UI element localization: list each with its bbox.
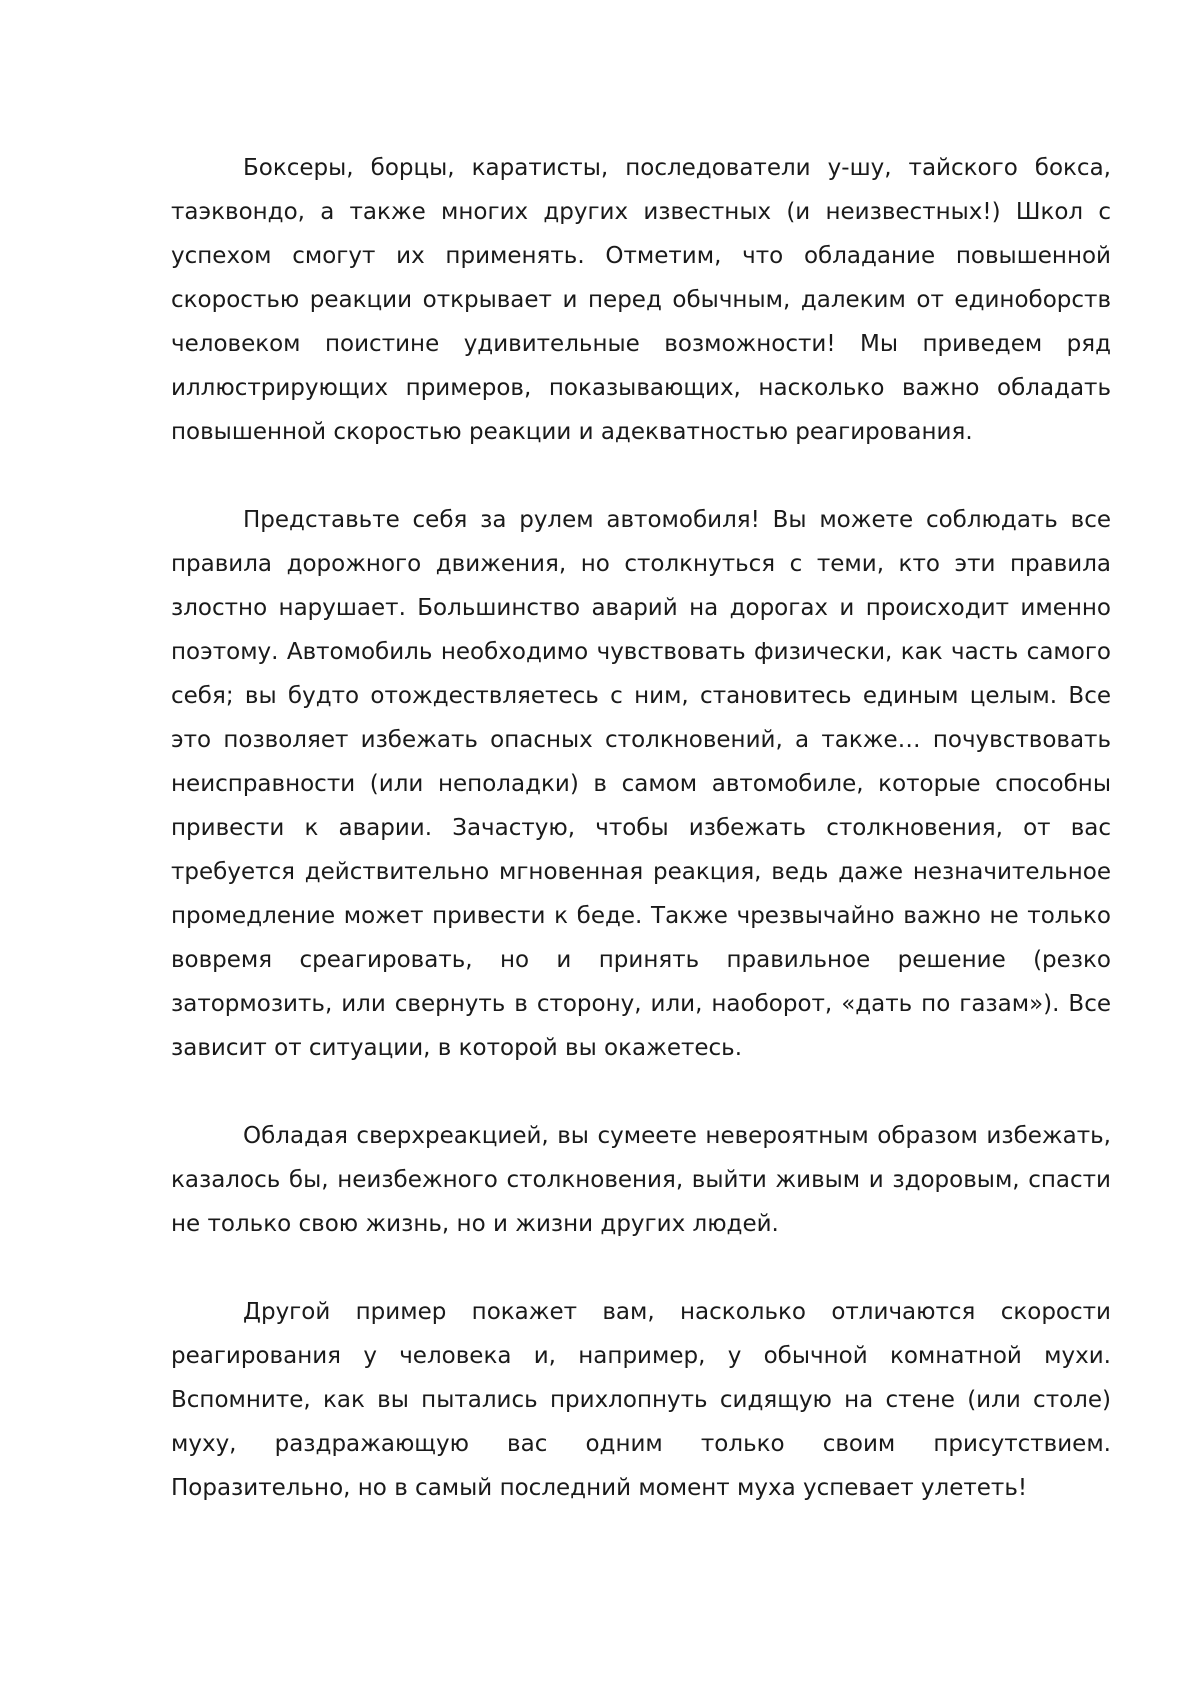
paragraph-2: Представьте себя за рулем автомобиля! Вы можете соблюдать все правила дорожного движения, но столкнуться с теми, кто эти правила злостно нарушает. Большинство аварий на дорогах и происходит именно поэтому. Автомобиль необходимо чувствовать физически, как часть самого себя; вы будто отождествляетесь с ним, становитесь единым целым. Все это позволяет избежать опасных столкновений, а также… почувствовать неисправности (или неполадки) в самом автомобиле, которые способны привести к аварии. Зачастую, чтобы избежать столкновения, от вас требуется действительно мгновенная реакция, ведь даже незначительное промедление может привести к беде. Также чрезвычайно важно не только вовремя среагировать, но и принять правильное решение (резко затормозить, или свернуть в сторону, или, наоборот, «дать по газам»). Все зависит от ситуации, в которой вы окажетесь. [171, 507, 1111, 1061]
paragraph-4: Другой пример покажет вам, насколько отличаются скорости реагирования у человека и, например, у обычной комнатной мухи. Вспомните, как вы пытались прихлопнуть сидящую на стене (или столе) муху, раздражающую вас одним только своим присутствием. Поразительно, но в самый последний момент муха успевает улететь! [171, 1299, 1111, 1501]
paragraph-1: Боксеры, борцы, каратисты, последователи у-шу, тайского бокса, таэквондо, а также многих других известных (и неизвестных!) Школ с успехом смогут их применять. Отметим, что обладание повышенной скоростью реакции открывает и перед обычным, далеким от единоборств человеком поистине удивительные возможности! Мы приведем ряд иллюстрирующих примеров, показывающих, насколько важно обладать повышенной скоростью реакции и адекватностью реагирования. [171, 155, 1111, 445]
document-page [171, 146, 1111, 1510]
paragraph-3: Обладая сверхреакцией, вы сумеете невероятным образом избежать, казалось бы, неизбежного столкновения, выйти живым и здоровым, спасти не только свою жизнь, но и жизни других людей. [171, 1123, 1111, 1237]
